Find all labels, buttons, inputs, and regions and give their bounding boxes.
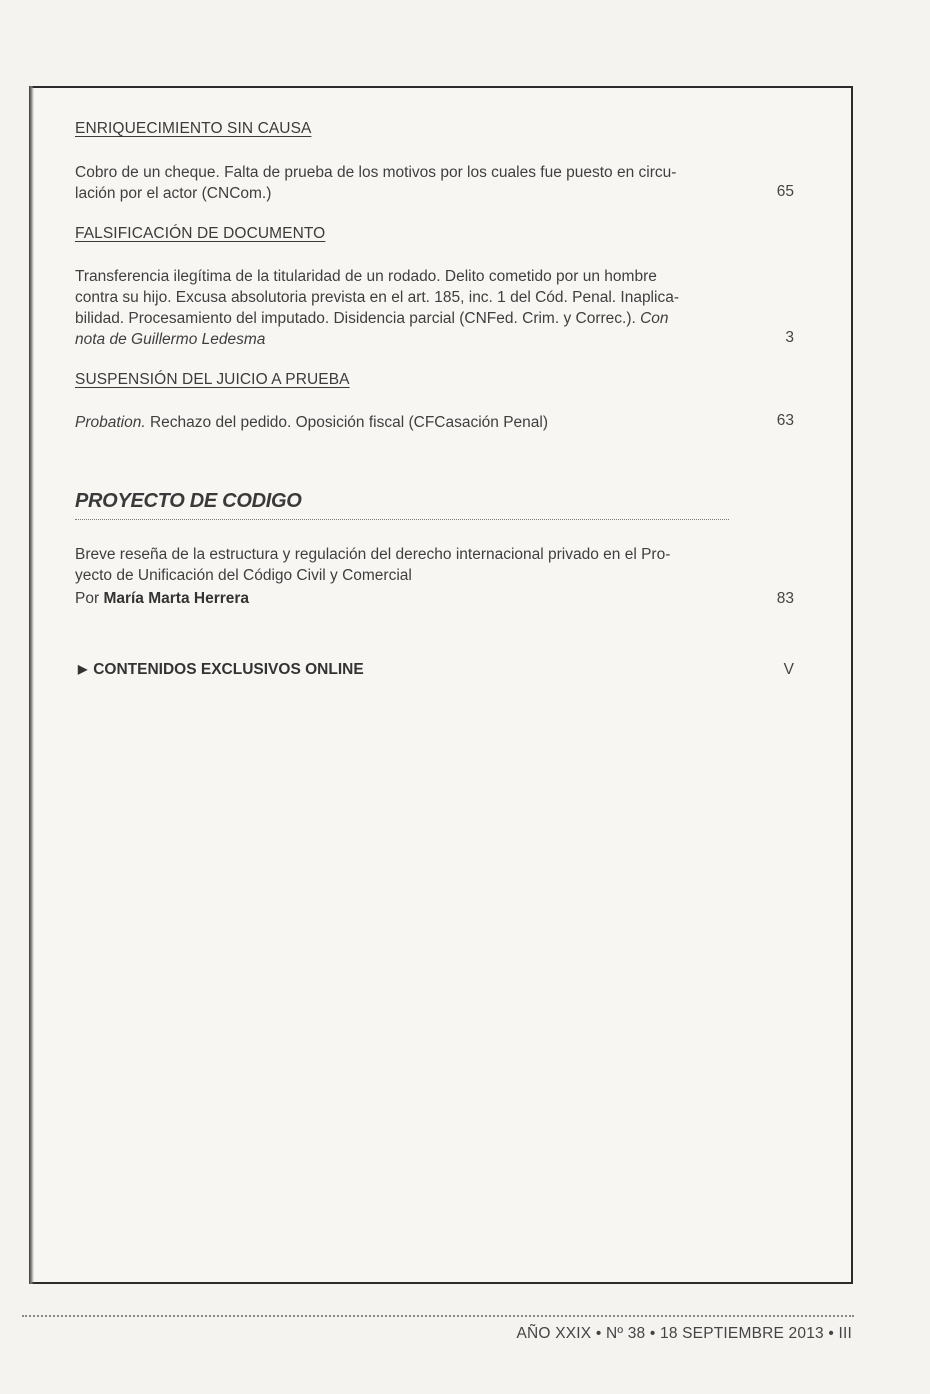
section-title-proyecto: PROYECTO DE CODIGO <box>75 490 302 512</box>
page-number-suspension: 63 <box>776 412 794 429</box>
entry-proyecto <box>75 544 731 586</box>
section-divider <box>75 519 729 520</box>
entry-line <box>75 308 731 329</box>
author-name: María Marta Herrera <box>103 590 250 607</box>
section-heading-suspension: SUSPENSIÓN DEL JUICIO A PRUEBA <box>75 371 350 388</box>
entry-line <box>75 412 731 433</box>
entry-falsificacion <box>75 266 731 350</box>
footer-divider <box>22 1315 854 1317</box>
entry-line-text: bilidad. Procesamiento del imputado. Disidencia parcial (CNFed. Crim. y Correc.). <box>75 310 636 327</box>
section-heading-enriquecimiento: ENRIQUECIMIENTO SIN CAUSA <box>75 120 312 137</box>
play-arrow-icon: ▶ <box>78 662 88 676</box>
entry-line: contra su hijo. Excusa absolutoria prevista en el art. 185, inc. 1 del Cód. Penal. Inaplica- <box>75 289 679 306</box>
page-number-online: V <box>783 661 794 678</box>
page-number-enriquecimiento: 65 <box>776 183 794 200</box>
section-heading-falsificacion: FALSIFICACIÓN DE DOCUMENTO <box>75 225 326 242</box>
entry-line: lación por el actor (CNCom.) <box>75 185 272 202</box>
entry-line: Transferencia ilegítima de la titularidad de un rodado. Delito cometido por un hombre <box>75 268 657 285</box>
entry-author <box>75 590 249 608</box>
entry-line: yecto de Unificación del Código Civil y Comercial <box>75 567 412 584</box>
entry-suspension <box>75 412 731 433</box>
page-footer: AÑO XXIX • Nº 38 • 18 SEPTIEMBRE 2013 • III <box>516 1325 852 1342</box>
frame-edge-shadow <box>29 86 34 1284</box>
entry-enriquecimiento <box>75 162 731 204</box>
entry-line: Breve reseña de la estructura y regulación del derecho internacional privado en el Pro- <box>75 546 671 563</box>
entry-line <box>75 329 731 350</box>
author-prefix: Por <box>75 590 100 607</box>
page-number-falsificacion: 3 <box>785 329 794 346</box>
entry-line: Cobro de un cheque. Falta de prueba de los motivos por los cuales fue puesto en circu- <box>75 164 677 181</box>
entry-italic-tail: Con <box>640 310 669 327</box>
entry-italic-note: nota de Guillermo Ledesma <box>75 331 266 348</box>
online-contents-label: CONTENIDOS EXCLUSIVOS ONLINE <box>93 661 364 678</box>
entry-italic-lead: Probation. <box>75 414 146 431</box>
entry-line-text: Rechazo del pedido. Oposición fiscal (CFCasación Penal) <box>149 414 549 431</box>
page-number-proyecto: 83 <box>776 590 794 607</box>
online-contents-link[interactable] <box>78 661 364 679</box>
